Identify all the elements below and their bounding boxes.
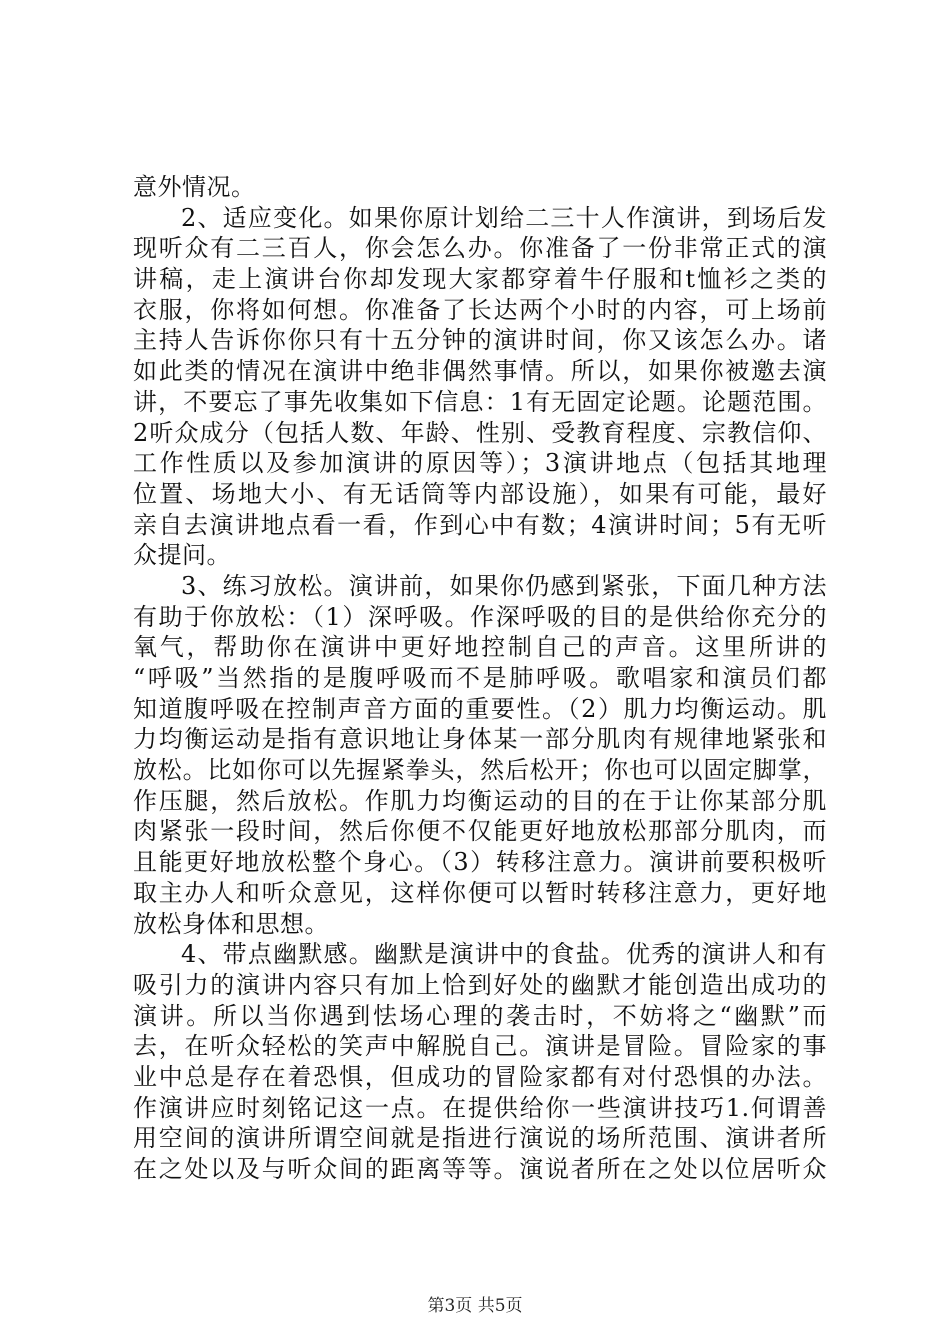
text-line: 位置、场地大小、有无话筒等内部设施），如果有可能，最好 xyxy=(133,479,827,508)
text-line: 众提问。 xyxy=(133,541,231,570)
text-line: 讲，不要忘了事先收集如下信息：1有无固定论题。论题范围。 xyxy=(133,387,827,416)
text-line: 3、练习放松。演讲前，如果你仍感到紧张，下面几种方法 xyxy=(181,571,827,600)
text-line: 演讲。所以当你遇到怯场心理的袭击时，不妨将之“幽默”而 xyxy=(133,1001,827,1030)
text-line: 作压腿，然后放松。作肌力均衡运动的目的在于让你某部分肌 xyxy=(133,786,827,815)
text-line: 现听众有二三百人，你会怎么办。你准备了一份非常正式的演 xyxy=(133,234,827,263)
text-line: 力均衡运动是指有意识地让身体某一部分肌肉有规律地紧张和 xyxy=(133,725,827,754)
text-line: 在之处以及与听众间的距离等等。演说者所在之处以位居听众 xyxy=(133,1155,827,1183)
document-body xyxy=(133,172,827,1185)
text-line: 业中总是存在着恐惧，但成功的冒险家都有对付恐惧的办法。 xyxy=(133,1062,827,1091)
text-line: 知道腹呼吸在控制声音方面的重要性。（2）肌力均衡运动。肌 xyxy=(133,694,827,723)
page-number-label: 第3页 共5页 xyxy=(427,1296,523,1316)
text-line: 去，在听众轻松的笑声中解脱自己。演讲是冒险。冒险家的事 xyxy=(133,1032,827,1061)
text-line: 肉紧张一段时间，然后你便不仅能更好地放松那部分肌肉，而 xyxy=(133,817,827,846)
text-line: 亲自去演讲地点看一看，作到心中有数；4演讲时间；5有无听 xyxy=(133,510,827,539)
text-line: 用空间的演讲所谓空间就是指进行演说的场所范围、演讲者所 xyxy=(133,1124,827,1153)
text-line: 氧气，帮助你在演讲中更好地控制自己的声音。这里所讲的 xyxy=(133,633,827,662)
text-line: 主持人告诉你你只有十五分钟的演讲时间，你又该怎么办。诸 xyxy=(133,326,827,355)
text-line: 2听众成分（包括人数、年龄、性别、受教育程度、宗教信仰、 xyxy=(133,418,827,447)
text-line: 且能更好地放松整个身心。（3）转移注意力。演讲前要积极听 xyxy=(133,848,827,877)
text-line: 放松。比如你可以先握紧拳头，然后松开；你也可以固定脚掌， xyxy=(133,756,827,785)
page-footer xyxy=(0,1296,950,1316)
text-line: 取主办人和听众意见，这样你便可以暂时转移注意力，更好地 xyxy=(133,878,827,907)
text-line: 作演讲应时刻铭记这一点。在提供给你一些演讲技巧1.何谓善 xyxy=(133,1093,827,1122)
text-line: 意外情况。 xyxy=(133,173,256,201)
text-line: 工作性质以及参加演讲的原因等）；3演讲地点（包括其地理 xyxy=(133,449,827,478)
text-line: “呼吸”当然指的是腹呼吸而不是肺呼吸。歌唱家和演员们都 xyxy=(133,664,827,692)
text-line: 4、带点幽默感。幽默是演讲中的食盐。优秀的演讲人和有 xyxy=(181,940,827,969)
text-line: 有助于你放松：（1）深呼吸。作深呼吸的目的是供给你充分的 xyxy=(133,602,827,631)
text-line: 2、适应变化。如果你原计划给二三十人作演讲，到场后发 xyxy=(181,203,827,232)
text-line: 衣服，你将如何想。你准备了长达两个小时的内容，可上场前 xyxy=(133,295,827,324)
text-line: 吸引力的演讲内容只有加上恰到好处的幽默才能创造出成功的 xyxy=(133,970,827,999)
text-line: 如此类的情况在演讲中绝非偶然事情。所以，如果你被邀去演 xyxy=(133,357,827,386)
text-line: 放松身体和思想。 xyxy=(133,909,329,938)
text-line: 讲稿，走上演讲台你却发现大家都穿着牛仔服和t恤衫之类的 xyxy=(133,265,827,294)
